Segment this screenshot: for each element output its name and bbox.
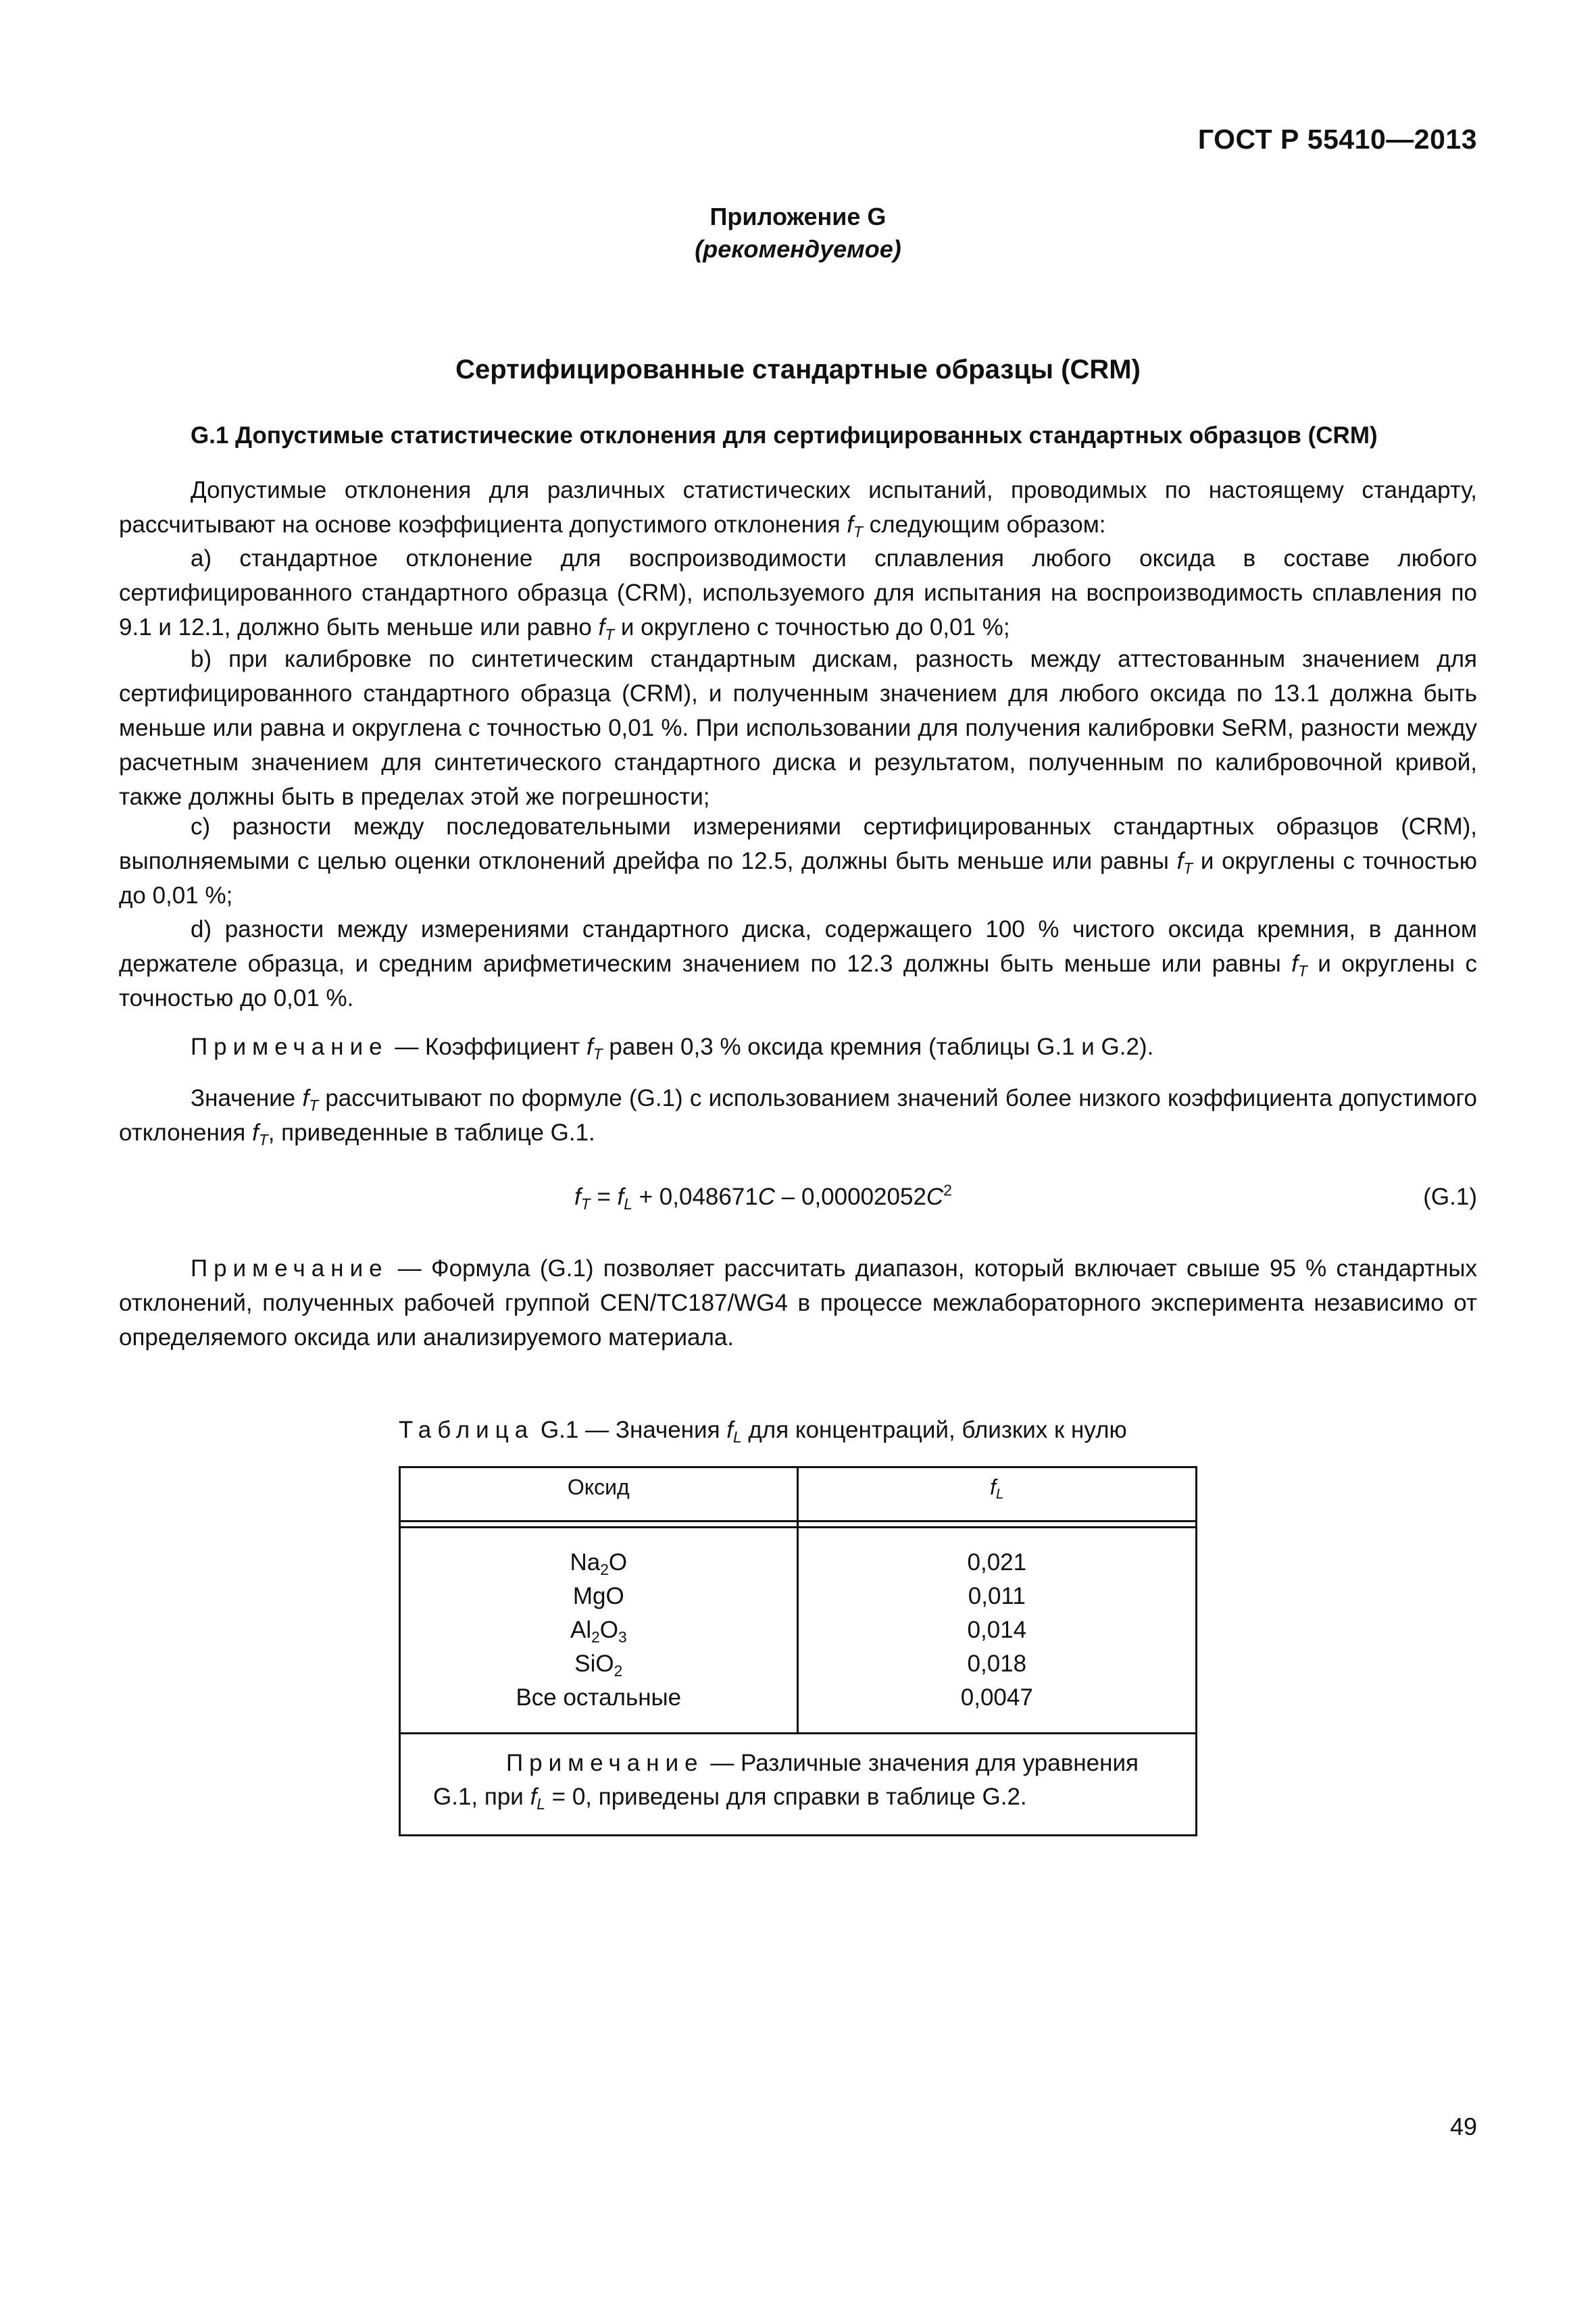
formula-number: (G.1) — [1423, 1184, 1477, 1210]
table-cell-value: 0,011 — [968, 1583, 1026, 1609]
annex-title: Приложение G — [709, 203, 887, 230]
column-header-oxide: Оксид — [400, 1467, 798, 1521]
list-item-b: b) при калибровке по синтетическим стандартным дискам, разность между аттестованным значением для сертифицированного стандартного образца (CRM), и полученным значением для любого оксида по 13.1 должна быть меньше или равна и округлена с точностью 0,01 %. При использовании для получения калибровки SeRM, разности между расчетным значением для синтетического стандартного диска и результатом, полученным по калибровочной кривой, также должны быть в пределах этой же погрешности; — [119, 646, 1477, 810]
oxide-column — [400, 1528, 798, 1734]
table-cell-oxide: MgO — [572, 1583, 624, 1609]
standard-number: ГОСТ Р 55410—2013 — [1197, 124, 1477, 155]
table-cell-oxide: $Na_2O$ — [570, 1549, 628, 1578]
table-cell-value: 0,0047 — [960, 1684, 1033, 1711]
subsection-title: G.1 Допустимые статистические отклонения для сертифицированных стандартных образцов (CRM) — [191, 422, 1378, 449]
note-1: Примечание — Коэффициент $f_T$ равен 0,3 % оксида кремния (таблицы G.1 и G.2). — [191, 1034, 1154, 1063]
page-number: 49 — [1449, 2113, 1477, 2140]
section-title: Сертифицированные стандартные образцы (CRM) — [455, 355, 1141, 384]
table-caption: Таблица G.1 — Значения $f_L$ для концентраций, близких к нулю — [399, 1417, 1127, 1446]
column-header-fl: $f_L$ — [797, 1467, 1196, 1521]
note-label: Примечание — [191, 1034, 389, 1060]
fl-column — [797, 1528, 1196, 1734]
table-cell-value: 0,021 — [967, 1549, 1027, 1576]
table-cell-oxide: $Al_2O_3$ — [570, 1617, 627, 1646]
table-cell-oxide: Все остальные — [516, 1684, 682, 1711]
table-cell-oxide: SiO$_2$ — [574, 1651, 623, 1680]
note-2: Примечание — Формула (G.1) позволяет рассчитать диапазон, который включает свыше 95 % стандартных отклонений, полученных рабочей группой CEN/TC187/WG4 в процессе межлабораторного эксперимента независимо от определяемого оксида или анализируемого материала. — [119, 1255, 1477, 1351]
table-note: Примечание — Различные значения для уравнения G.1, при $f_L = 0$, приведены для справки в таблице G.2. — [400, 1734, 1197, 1836]
list-item-c: c) разности между последовательными измерениями сертифицированных стандартных образцов (CRM), выполняемыми с целью оценки отклонений дрейфа по 12.5, должны быть меньше или равны $f_T$ и округлены с точностью до 0,01 %; — [119, 813, 1477, 909]
table-cell-value: 0,018 — [967, 1651, 1027, 1677]
intro-paragraph: Допустимые отклонения для различных статистических испытаний, проводимых по настоящему стандарту, рассчитывают на основе коэффициента допустимого отклонения $f_T$ следующим образом: — [119, 477, 1477, 540]
value-paragraph: Значение $f_T$ рассчитывают по формуле (G.1) с использованием значений более низкого коэффициента допустимого отклонения $f_T$, приведенные в таблице G.1. — [119, 1085, 1477, 1149]
list-item-a: a) стандартное отклонение для воспроизводимости сплавления любого оксида в составе любого сертифицированного стандартного образца (CRM), используемого для испытания на воспроизводимость сплавления по 9.1 и 12.1, должно быть меньше или равно $f_T$ и округлено с точностью до 0,01 %; — [119, 545, 1477, 643]
annex-type: (рекомендуемое) — [695, 235, 901, 263]
list-item-d: d) разности между измерениями стандартного диска, содержащего 100 % чистого оксида кремния, в данном держателе образца, и средним арифметическим значением по 12.3 должны быть меньше или равны $f_T$ и округлены с точностью до 0,01 %. — [119, 916, 1477, 1011]
formula-g1: $f_T = f_L + 0,048671C - 0,00002052C^2$ — [574, 1181, 952, 1213]
table-cell-value: 0,014 — [967, 1617, 1027, 1643]
table-g1 — [399, 1466, 1197, 1836]
note-label: Примечание — [191, 1255, 389, 1282]
